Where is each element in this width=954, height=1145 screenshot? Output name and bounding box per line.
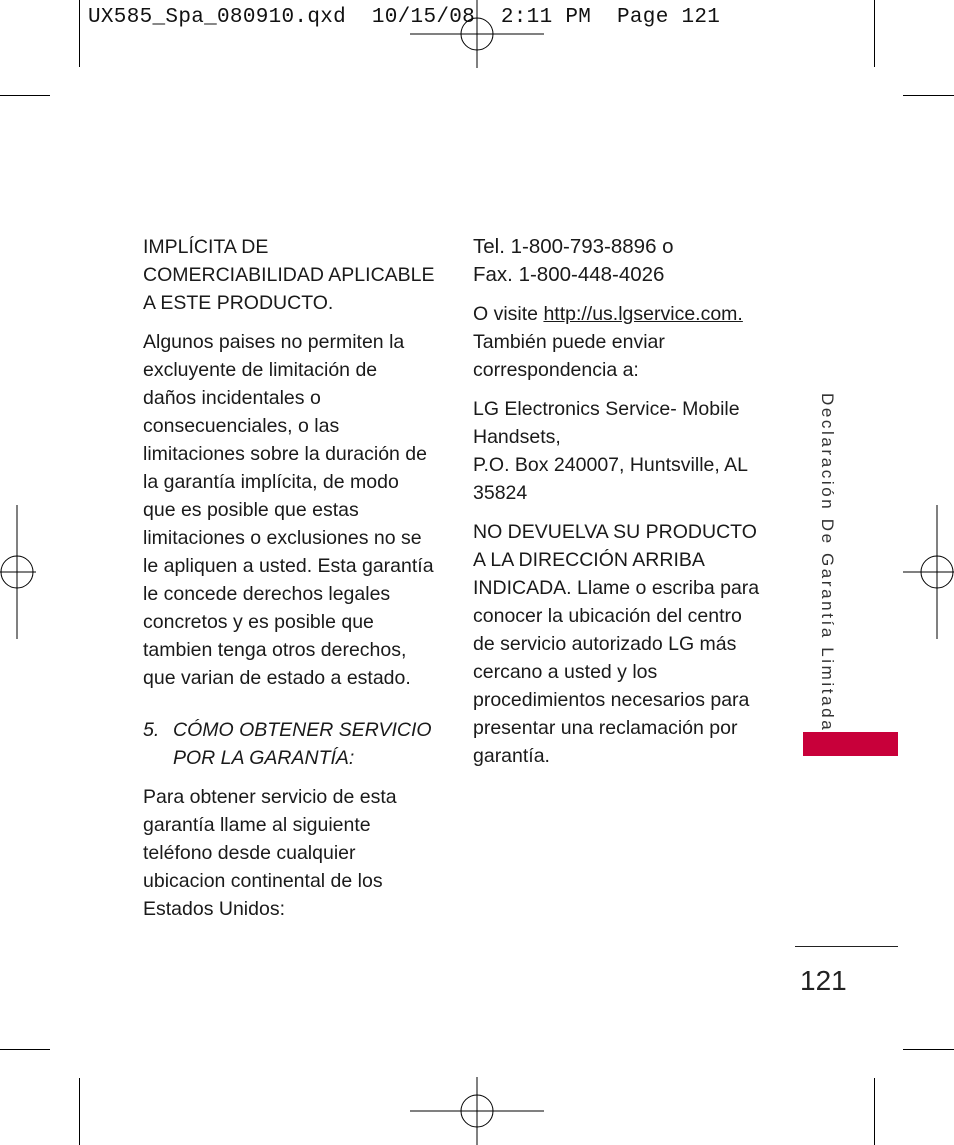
crop-mark [903, 1049, 954, 1050]
page-number-rule [795, 946, 898, 947]
registration-mark-icon [410, 0, 544, 68]
address-po-box: P.O. Box 240007, Huntsville, AL 35824 [473, 454, 748, 504]
registration-mark-icon [0, 505, 36, 639]
crop-mark [874, 0, 875, 67]
address-company: LG Electronics Service- Mobile Handsets, [473, 398, 740, 448]
service-website-link[interactable]: http://us.lgservice.com. [543, 303, 743, 325]
paragraph-limitations: Algunos paises no permiten la excluyente de limitación de daños incidentales o consecuenciales, o las limitaciones sobre la duración de la garantía implícita, de modo que es posible que estas limitaciones o exclusiones no se le apliquen a usted. Esta garantía le concede derechos legales concretos y es posible que tambien tenga otros derechos, que varian de estado a estado. [143, 331, 434, 689]
page-number: 121 [800, 965, 847, 996]
warning-instructions: Llame o escriba para conocer la ubicación del centro de servicio autorizado LG más cercano a usted y los procedimientos necesarios para presentar una reclamación por garantía. [473, 577, 760, 767]
visit-prefix: O visite [473, 303, 539, 325]
right-column [473, 233, 765, 781]
visit-suffix: También puede enviar correspondencia a: [473, 331, 665, 381]
section-heading [143, 716, 435, 772]
crop-mark [79, 0, 80, 67]
crop-mark [79, 1078, 80, 1145]
phone-number: Tel. 1-800-793-8896 o [473, 235, 674, 258]
crop-mark [0, 95, 50, 96]
fax-number: Fax. 1-800-448-4026 [473, 263, 665, 286]
crop-mark [874, 1078, 875, 1145]
side-section-label: Declaración De Garantía Limitada [818, 393, 837, 733]
crop-mark [903, 95, 954, 96]
registration-mark-icon [410, 1077, 544, 1145]
section-title: CÓMO OBTENER SERVICIO POR LA GARANTÍA: [173, 719, 432, 769]
section-color-tab [803, 732, 898, 756]
print-slug-line: UX585_Spa_080910.qxd 10/15/08 2:11 PM Page 121 [88, 6, 721, 29]
crop-mark [0, 1049, 50, 1050]
section-number: 5. [143, 719, 160, 741]
paragraph-service-instructions: Para obtener servicio de esta garantía llame al siguiente teléfono desde cualquier ubicacion continental de los Estados Unidos: [143, 786, 397, 920]
registration-mark-icon [903, 505, 954, 639]
warning-text: NO DEVUELVA SU PRODUCTO A LA DIRECCIÓN ARRIBA INDICADA. [473, 521, 757, 599]
paragraph-implied-warranty: IMPLÍCITA DE COMERCIABILIDAD APLICABLE A ESTE PRODUCTO. [143, 236, 435, 314]
left-column [143, 233, 435, 934]
